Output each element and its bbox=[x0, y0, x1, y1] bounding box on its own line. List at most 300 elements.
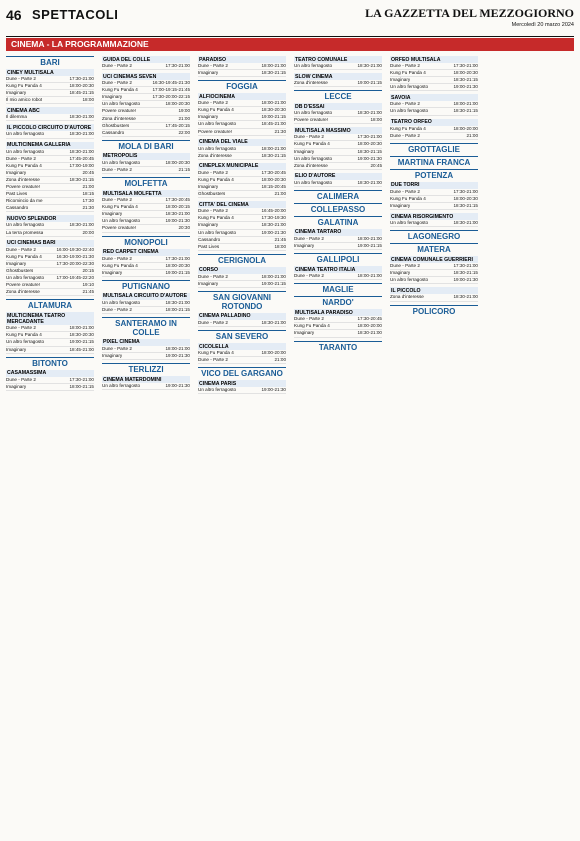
showtime-row bbox=[102, 167, 190, 174]
film-title: Dune - Parte 2 bbox=[6, 76, 36, 81]
cinema-block bbox=[294, 266, 382, 280]
city-heading: ALTAMURA bbox=[6, 299, 94, 310]
showtime-row bbox=[6, 325, 94, 332]
cinema-block bbox=[102, 376, 190, 390]
film-title: Un altro ferragosto bbox=[198, 229, 237, 235]
film-title: Un altro ferragosto bbox=[390, 277, 429, 283]
showtime-row bbox=[390, 220, 478, 227]
column-4 bbox=[294, 54, 382, 836]
showtime-row bbox=[6, 170, 94, 177]
showtimes: 17:30-21:00 bbox=[69, 376, 94, 382]
film-title: Zona d'interesse bbox=[6, 289, 40, 295]
showtime-row bbox=[294, 273, 382, 280]
showtime-row bbox=[102, 256, 190, 263]
showtime-row bbox=[198, 281, 286, 288]
cinema-block bbox=[294, 127, 382, 169]
cinema-block bbox=[198, 93, 286, 135]
showtime-row bbox=[198, 184, 286, 191]
cinema-name: CINEMA RISORGIMENTO bbox=[390, 213, 478, 220]
showtime-row bbox=[294, 156, 382, 163]
city-heading: MATERA bbox=[390, 243, 478, 254]
showtimes: 21:00 bbox=[274, 191, 286, 197]
film-title: Dune - Parte 2 bbox=[102, 63, 132, 68]
showtimes: 18:00-21:00 bbox=[357, 273, 382, 279]
showtime-row bbox=[198, 129, 286, 136]
city-heading: MARTINA FRANCA bbox=[390, 156, 478, 167]
showtimes: 17:30-21:00 bbox=[69, 76, 94, 81]
city-heading: PUTIGNANO bbox=[102, 280, 190, 291]
cinema-block bbox=[294, 103, 382, 124]
city-heading: POLICORO bbox=[390, 305, 478, 316]
film-title: Un altro ferragosto bbox=[6, 222, 45, 228]
showtime-row bbox=[6, 97, 94, 104]
showtime-row bbox=[198, 107, 286, 114]
showtimes: 17:45-20:15 bbox=[165, 122, 190, 128]
film-title: Zona d'interesse bbox=[6, 176, 40, 182]
showtimes: 18:30-21:00 bbox=[165, 211, 190, 217]
showtimes: 19:00-21:30 bbox=[165, 353, 190, 359]
film-title: Un altro ferragosto bbox=[390, 220, 429, 226]
showtime-row bbox=[6, 384, 94, 391]
film-title: Un altro ferragosto bbox=[198, 121, 237, 127]
cinema-block bbox=[390, 213, 478, 227]
showtimes: 21:00 bbox=[82, 184, 94, 190]
city-heading: SAN SEVERO bbox=[198, 330, 286, 341]
showtimes: 18:30-20:30 bbox=[69, 332, 94, 338]
showtimes: 17:30-21:00 bbox=[453, 188, 478, 194]
showtimes: 18:00-21:00 bbox=[261, 145, 286, 151]
showtimes: 19:00-21:30 bbox=[261, 387, 286, 393]
film-title: La terra promessa bbox=[6, 229, 44, 235]
showtimes: 17:30-20:45 bbox=[357, 316, 382, 322]
column-1 bbox=[6, 54, 94, 836]
film-title: Un altro ferragosto bbox=[390, 108, 429, 114]
showtimes: 18:00 bbox=[370, 117, 382, 123]
cinema-block bbox=[6, 240, 94, 297]
showtimes: 18:00-20:30 bbox=[261, 176, 286, 182]
cinema-block bbox=[198, 139, 286, 160]
city-heading: GALATINA bbox=[294, 216, 382, 227]
showtimes: 17:30-20:00-22:30 bbox=[56, 260, 94, 266]
film-title: Un altro ferragosto bbox=[102, 218, 141, 224]
showtime-row bbox=[102, 63, 190, 70]
film-title: Dune - Parte 2 bbox=[198, 357, 228, 363]
showtime-row bbox=[390, 203, 478, 210]
film-title: Dune - Parte 2 bbox=[294, 316, 324, 322]
showtimes: 16:30-19:00-21:30 bbox=[56, 253, 94, 259]
film-title: Cassandro bbox=[6, 205, 29, 211]
film-title: Un altro ferragosto bbox=[390, 84, 429, 90]
city-heading: VICO DEL GARGANO bbox=[198, 367, 286, 378]
city-heading: TARANTO bbox=[294, 341, 382, 352]
cinema-block bbox=[102, 190, 190, 232]
cinema-block bbox=[102, 249, 190, 277]
showtime-row bbox=[198, 244, 286, 251]
film-title: Dune - Parte 2 bbox=[102, 197, 132, 203]
showtimes: 21:00 bbox=[466, 132, 478, 138]
city-heading: MOLA DI BARI bbox=[102, 140, 190, 151]
showtimes: 18:15 bbox=[82, 191, 94, 197]
cinema-block bbox=[294, 56, 382, 70]
film-title: Past Lives bbox=[198, 243, 220, 249]
film-title: Imaginary bbox=[198, 70, 219, 76]
cinema-name: MULTICINEMA GALLERIA bbox=[6, 142, 94, 149]
showtime-row bbox=[6, 149, 94, 156]
showtime-row bbox=[390, 189, 478, 196]
showtime-row bbox=[6, 191, 94, 198]
showtime-row bbox=[294, 141, 382, 148]
city-heading: CERIGNOLA bbox=[198, 254, 286, 265]
cinema-block bbox=[294, 309, 382, 337]
cinema-name: DB D'ESSAI bbox=[294, 103, 382, 110]
showtime-row bbox=[102, 160, 190, 167]
film-title: Kung Fu Panda 4 bbox=[6, 162, 42, 168]
cinema-block bbox=[102, 293, 190, 314]
cinema-name: MULTISALA MOLFETTA bbox=[102, 190, 190, 197]
showtimes: 18:30-21:00 bbox=[165, 299, 190, 305]
column-2 bbox=[102, 54, 190, 836]
showtime-row bbox=[198, 320, 286, 327]
showtime-row bbox=[102, 80, 190, 87]
cinema-name: CORSO bbox=[198, 267, 286, 274]
column-6 bbox=[486, 54, 574, 836]
cinema-name: CITTA' DEL CINEMA bbox=[198, 201, 286, 208]
showtime-row bbox=[198, 153, 286, 160]
showtime-row bbox=[102, 204, 190, 211]
showtime-row bbox=[6, 347, 94, 354]
showtime-row bbox=[294, 236, 382, 243]
showtime-row bbox=[6, 177, 94, 184]
issue-date: Mercoledì 20 marzo 2024 bbox=[511, 22, 574, 28]
cinema-name: CINEMA TARTARO bbox=[294, 229, 382, 236]
cinema-name: METROPOLIS bbox=[102, 153, 190, 160]
cinema-block bbox=[390, 287, 478, 301]
film-title: Povere creature! bbox=[102, 108, 136, 114]
film-title: Imaginary bbox=[390, 202, 411, 208]
showtime-row bbox=[6, 205, 94, 212]
showtimes: 18:00-20:00 bbox=[453, 125, 478, 131]
showtime-row bbox=[390, 270, 478, 277]
film-title: Un altro ferragosto bbox=[102, 159, 141, 165]
film-title: Dune - Parte 2 bbox=[6, 155, 36, 161]
city-heading: CALIMERA bbox=[294, 190, 382, 201]
showtimes: 19:00-21:15 bbox=[165, 269, 190, 275]
film-title: Un altro ferragosto bbox=[6, 274, 45, 280]
showtime-row bbox=[102, 307, 190, 314]
showtimes: 17:00-19:45-22:20 bbox=[56, 274, 94, 280]
cinema-block bbox=[102, 153, 190, 174]
showtime-row bbox=[294, 316, 382, 323]
showtimes: 18:00-20:00 bbox=[261, 350, 286, 356]
showtime-row bbox=[390, 108, 478, 115]
showtimes: 18:30-21:15 bbox=[261, 70, 286, 76]
showtimes: 19:00 bbox=[178, 108, 190, 114]
showtime-row bbox=[198, 63, 286, 70]
showtime-row bbox=[294, 117, 382, 124]
showtime-row bbox=[294, 110, 382, 117]
film-title: Dune - Parte 2 bbox=[390, 263, 420, 269]
showtimes: 18:00-20:30 bbox=[165, 262, 190, 268]
showtimes: 19:00-21:15 bbox=[69, 339, 94, 345]
showtime-row bbox=[102, 123, 190, 130]
showtimes: 18:00-20:30 bbox=[165, 159, 190, 165]
showtimes: 19:00-21:30 bbox=[165, 383, 190, 389]
showtime-row bbox=[390, 126, 478, 133]
showtime-row bbox=[390, 133, 478, 140]
showtimes: 19:00-21:30 bbox=[357, 155, 382, 161]
city-heading: LAGONEGRO bbox=[390, 230, 478, 241]
city-heading: FOGGIA bbox=[198, 80, 286, 91]
showtimes: 16:30-19:45-21:30 bbox=[152, 80, 190, 86]
cinema-name: SLOW CINEMA bbox=[294, 73, 382, 80]
showtime-row bbox=[102, 346, 190, 353]
film-title: Ghostbusters bbox=[198, 191, 226, 197]
showtimes: 17:30-20:45 bbox=[261, 169, 286, 175]
showtime-row bbox=[102, 300, 190, 307]
cinema-block bbox=[6, 124, 94, 138]
showtimes: 16:45-20:00 bbox=[261, 208, 286, 214]
showtime-row bbox=[102, 383, 190, 390]
cinema-block bbox=[6, 215, 94, 236]
showtimes: 19:00-21:30 bbox=[165, 218, 190, 224]
showtime-row bbox=[294, 323, 382, 330]
showtime-row bbox=[390, 263, 478, 270]
showtimes: 18:00-21:15 bbox=[69, 383, 94, 389]
showtimes: 18:30-21:00 bbox=[357, 63, 382, 68]
film-title: Dune - Parte 2 bbox=[294, 273, 324, 279]
film-title: Un altro ferragosto bbox=[102, 383, 141, 389]
film-title: Povere creature! bbox=[102, 225, 136, 231]
film-title: Dune - Parte 2 bbox=[198, 100, 228, 106]
showtime-row bbox=[102, 218, 190, 225]
film-title: Dune - Parte 2 bbox=[390, 188, 420, 194]
showtime-row bbox=[198, 146, 286, 153]
film-title: Povere creature! bbox=[198, 128, 232, 134]
showtimes: 19:00-21:15 bbox=[261, 280, 286, 286]
film-title: Un altro ferragosto bbox=[198, 145, 237, 151]
cinema-block bbox=[390, 182, 478, 210]
showtimes: 20:30 bbox=[178, 225, 190, 231]
showtimes: 21:30 bbox=[82, 205, 94, 211]
cinema-block bbox=[390, 56, 478, 91]
film-title: Dune - Parte 2 bbox=[390, 63, 420, 68]
showtimes: 18:45-21:15 bbox=[69, 90, 94, 96]
showtimes: 18:45-21:00 bbox=[261, 121, 286, 127]
showtimes: 17:30-21:00 bbox=[453, 63, 478, 68]
cinema-block bbox=[198, 163, 286, 198]
showtime-row bbox=[6, 275, 94, 282]
film-title: Kung Fu Panda 4 bbox=[198, 350, 234, 356]
cinema-block bbox=[102, 56, 190, 70]
showtime-row bbox=[6, 184, 94, 191]
showtimes: 18:30-21:15 bbox=[261, 152, 286, 158]
film-title: Dune - Parte 2 bbox=[390, 132, 420, 138]
film-title: Dune - Parte 2 bbox=[102, 255, 132, 261]
film-title: Imaginary bbox=[102, 94, 123, 100]
showtimes: 19:10 bbox=[82, 282, 94, 288]
showtime-row bbox=[390, 70, 478, 77]
film-title: Un altro ferragosto bbox=[294, 179, 333, 185]
showtime-row bbox=[6, 261, 94, 268]
showtime-row bbox=[6, 156, 94, 163]
showtimes: 22:00 bbox=[178, 129, 190, 135]
showtimes: 17:30 bbox=[82, 198, 94, 204]
city-heading: MAGLIE bbox=[294, 283, 382, 294]
cinema-block bbox=[294, 229, 382, 250]
film-title: Cassandro bbox=[198, 236, 221, 242]
film-title: Dune - Parte 2 bbox=[198, 208, 228, 214]
showtime-row bbox=[390, 101, 478, 108]
showtimes: 18:30-21:15 bbox=[453, 108, 478, 114]
showtime-row bbox=[198, 170, 286, 177]
showtime-row bbox=[198, 191, 286, 198]
film-title: Zona d'interesse bbox=[390, 294, 424, 300]
showtimes: 18:30-21:00 bbox=[69, 131, 94, 137]
showtimes: 18:30-21:00 bbox=[69, 114, 94, 120]
showtime-row bbox=[6, 377, 94, 384]
cinema-name: TEATRO ORFEO bbox=[390, 119, 478, 126]
showtimes: 21:45 bbox=[274, 236, 286, 242]
film-title: Un altro ferragosto bbox=[6, 148, 45, 154]
showtime-row bbox=[102, 211, 190, 218]
film-title: Kung Fu Panda 4 bbox=[294, 323, 330, 329]
showtimes: 18:30-21:00 bbox=[357, 110, 382, 116]
showtimes: 18:30-21:00 bbox=[357, 179, 382, 185]
showtime-row bbox=[198, 215, 286, 222]
film-title: Zona d'interesse bbox=[294, 162, 328, 168]
showtimes: 19:00-21:15 bbox=[261, 114, 286, 120]
showtime-row bbox=[6, 76, 94, 83]
showtime-row bbox=[294, 63, 382, 70]
showtime-row bbox=[198, 222, 286, 229]
film-title: Zona d'interesse bbox=[102, 115, 136, 121]
showtimes: 18:00 bbox=[274, 243, 286, 249]
cinema-name: SAVOIA bbox=[390, 94, 478, 101]
showtime-row bbox=[6, 230, 94, 237]
showtime-row bbox=[390, 63, 478, 70]
showtimes: 18:00-21:00 bbox=[261, 63, 286, 68]
city-heading: GROTTAGLIE bbox=[390, 143, 478, 154]
cinema-name: MULTISALA PARADISO bbox=[294, 309, 382, 316]
film-title: Povere creature! bbox=[294, 117, 328, 123]
cinema-block bbox=[294, 173, 382, 187]
showtime-row bbox=[102, 270, 190, 277]
film-title: Dune - Parte 2 bbox=[390, 101, 420, 107]
showtime-row bbox=[390, 294, 478, 301]
showtimes: 20:45 bbox=[370, 162, 382, 168]
showtime-row bbox=[102, 108, 190, 115]
cinema-name: UCI CINEMAS BARI bbox=[6, 240, 94, 247]
showtime-row bbox=[6, 247, 94, 254]
film-title: Kung Fu Panda 4 bbox=[198, 215, 234, 221]
film-title: Imaginary bbox=[102, 211, 123, 217]
showtimes: 18:00-20:30 bbox=[69, 83, 94, 89]
showtimes: 16:00-19:30-22:40 bbox=[56, 246, 94, 252]
showtime-row bbox=[6, 289, 94, 296]
showtime-row bbox=[198, 237, 286, 244]
cinema-name: CICOLELLA bbox=[198, 343, 286, 350]
city-heading: COLLEPASSO bbox=[294, 203, 382, 214]
film-title: Imaginary bbox=[198, 114, 219, 120]
showtimes: 18:30-21:00 bbox=[261, 222, 286, 228]
showtime-row bbox=[102, 197, 190, 204]
city-heading: GALLIPOLI bbox=[294, 253, 382, 264]
cinema-block bbox=[390, 256, 478, 284]
film-title: Dune - Parte 2 bbox=[102, 345, 132, 351]
showtimes: 19:00-21:30 bbox=[453, 277, 478, 283]
cinema-block bbox=[6, 107, 94, 121]
showtimes: 21:30 bbox=[274, 128, 286, 134]
film-title: Un altro ferragosto bbox=[6, 339, 45, 345]
cinema-name: ELIO D'AUTORE bbox=[294, 173, 382, 180]
showtimes: 18:30-21:00 bbox=[261, 319, 286, 325]
showtimes: 18:00-21:00 bbox=[357, 235, 382, 241]
cinema-name: ORFEO MULTISALA bbox=[390, 56, 478, 63]
film-title: Imaginary bbox=[390, 270, 411, 276]
film-title: Un altro ferragosto bbox=[294, 63, 333, 68]
newspaper-masthead: LA GAZZETTA DEL MEZZOGIORNO bbox=[365, 6, 574, 20]
film-title: Un altro ferragosto bbox=[294, 110, 333, 116]
showtime-row bbox=[6, 163, 94, 170]
cinema-block bbox=[6, 370, 94, 391]
showtimes: 18:30-21:15 bbox=[69, 176, 94, 182]
cinema-name: NUOVO SPLENDOR bbox=[6, 215, 94, 222]
film-title: Imaginary bbox=[390, 77, 411, 83]
film-title: Dune - Parte 2 bbox=[294, 134, 324, 140]
cinema-block bbox=[198, 343, 286, 364]
showtime-row bbox=[198, 230, 286, 237]
showtimes: 19:00-21:30 bbox=[261, 229, 286, 235]
showtimes: 18:00-20:30 bbox=[165, 101, 190, 107]
showtimes: 20:45 bbox=[82, 169, 94, 175]
showtimes: 18:00-20:15 bbox=[165, 204, 190, 210]
showtimes: 18:30-21:15 bbox=[453, 270, 478, 276]
showtime-row bbox=[6, 90, 94, 97]
showtime-row bbox=[198, 70, 286, 77]
cinema-name: RED CARPET CINEMA bbox=[102, 249, 190, 256]
showtime-row bbox=[198, 387, 286, 394]
film-title: Kung Fu Panda 4 bbox=[390, 195, 426, 201]
showtimes: 17:30-21:00 bbox=[165, 255, 190, 261]
column-5 bbox=[390, 54, 478, 836]
showtime-row bbox=[390, 277, 478, 284]
showtimes: 17:30-21:00 bbox=[165, 63, 190, 68]
film-title: Il dilemma bbox=[6, 114, 27, 120]
showtime-row bbox=[198, 208, 286, 215]
showtime-row bbox=[6, 282, 94, 289]
film-title: Imaginary bbox=[102, 353, 123, 359]
film-title: Dune - Parte 2 bbox=[198, 169, 228, 175]
film-title: Zona d'interesse bbox=[198, 152, 232, 158]
film-title: Imaginary bbox=[294, 148, 315, 154]
film-title: Un altro ferragosto bbox=[6, 131, 45, 137]
showtimes: 18:30-21:15 bbox=[357, 148, 382, 154]
showtimes: 20:00 bbox=[82, 229, 94, 235]
showtimes: 19:00-21:30 bbox=[453, 84, 478, 90]
showtimes: 18:30-21:00 bbox=[357, 330, 382, 336]
film-title: Un altro ferragosto bbox=[102, 101, 141, 107]
cinema-name: MULTISALA CIRCUITO D'AUTORE bbox=[102, 293, 190, 300]
showtimes: 17:30-21:00 bbox=[453, 263, 478, 269]
cinema-name: CINEMA MATERDOMINI bbox=[102, 376, 190, 383]
film-title: Ricomincio da me bbox=[6, 198, 43, 204]
showtimes: 18:30-21:00 bbox=[453, 294, 478, 300]
film-title: Imaginary bbox=[6, 169, 27, 175]
showtime-row bbox=[390, 196, 478, 203]
cinema-block bbox=[294, 73, 382, 87]
cinema-block bbox=[6, 312, 94, 353]
film-title: Cassandro bbox=[102, 129, 125, 135]
